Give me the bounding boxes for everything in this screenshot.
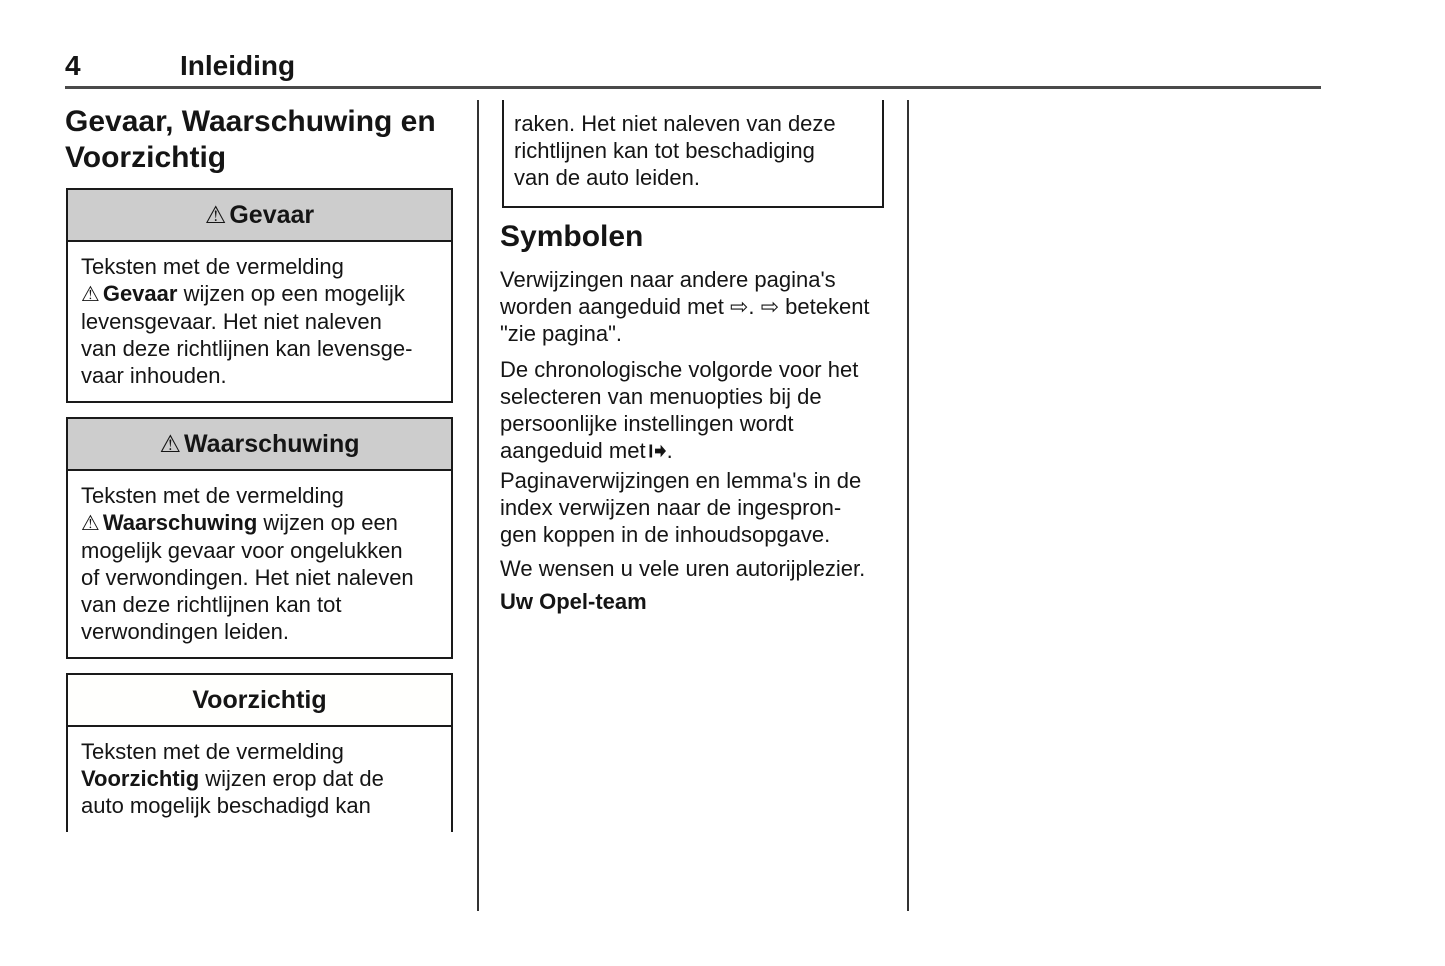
body-line: richtlijnen kan tot beschadiging	[514, 138, 815, 163]
body-line: mogelijk gevaar voor ongelukken	[81, 538, 403, 563]
warning-triangle-icon: ⚠	[159, 430, 181, 458]
waarschuwing-box-body	[68, 471, 451, 657]
body-line: Teksten met de vermelding	[81, 739, 344, 764]
signature-opel-team: Uw Opel-team	[500, 589, 647, 614]
body-line: index verwijzen naar de ingespron-	[500, 495, 842, 520]
section-heading-symbolen: Symbolen	[500, 220, 644, 253]
voorzichtig-box-continuation	[502, 100, 884, 208]
header-rule	[65, 86, 1321, 89]
paragraph-index-references	[500, 467, 861, 548]
body-line: van deze richtlijnen kan levensge-	[81, 336, 413, 361]
paragraph-page-references	[500, 266, 870, 347]
paragraph-wishes: We wensen u vele uren autorijplezier.	[500, 556, 866, 581]
section-heading-line1: Gevaar, Waarschuwing en	[65, 105, 436, 138]
body-line: verwondingen leiden.	[81, 619, 289, 644]
column-divider-1	[477, 100, 479, 911]
gevaar-box-title: Gevaar	[229, 200, 315, 229]
keyword-bold: Gevaar	[102, 281, 178, 306]
warning-triangle-icon: ⚠	[81, 511, 100, 535]
body-line: Verwijzingen naar andere pagina's	[500, 267, 836, 292]
body-line: van deze richtlijnen kan tot	[81, 592, 342, 617]
waarschuwing-box-title: Waarschuwing	[184, 429, 360, 458]
body-text: wijzen op een	[257, 510, 398, 535]
keyword-bold: Voorzichtig	[81, 766, 200, 791]
warning-triangle-icon: ⚠	[81, 282, 100, 306]
voorzichtig-box	[66, 673, 453, 832]
body-line	[500, 437, 858, 466]
keyword-bold: Waarschuwing	[102, 510, 258, 535]
voorzichtig-box-body	[68, 727, 451, 831]
page-number: 4	[65, 50, 81, 81]
warning-triangle-icon: ⚠	[204, 201, 227, 229]
body-line: levensgevaar. Het niet naleven	[81, 309, 382, 334]
body-line: auto mogelijk beschadigd kan	[81, 793, 371, 818]
gevaar-box	[66, 188, 453, 403]
body-text: wijzen erop dat de	[199, 766, 384, 791]
page-title: Inleiding	[180, 50, 296, 81]
body-line: vaar inhouden.	[81, 363, 227, 388]
body-text: aangeduid met	[500, 438, 646, 463]
gevaar-box-header	[68, 190, 451, 242]
body-line: De chronologische volgorde voor het	[500, 357, 859, 382]
body-line: of verwondingen. Het niet naleven	[81, 565, 414, 590]
gevaar-box-body	[68, 242, 451, 401]
body-text: .	[666, 438, 673, 463]
section-heading-gevaar	[65, 104, 436, 176]
menu-select-arrow-icon	[648, 439, 667, 466]
body-text: wijzen op een mogelijk	[177, 281, 405, 306]
paragraph-menu-order	[500, 356, 858, 466]
section-heading-line2: Voorzichtig	[65, 141, 227, 174]
voorzichtig-box-title: Voorzichtig	[192, 685, 327, 714]
body-line: van de auto leiden.	[514, 165, 700, 190]
body-line: worden aangeduid met ⇨. ⇨ betekent	[500, 294, 870, 319]
body-line: "zie pagina".	[500, 321, 623, 346]
column-divider-2	[907, 100, 909, 911]
waarschuwing-box-header	[68, 419, 451, 471]
body-line: Paginaverwijzingen en lemma's in de	[500, 468, 862, 493]
body-line	[81, 765, 438, 792]
body-line: gen koppen in de inhoudsopgave.	[500, 522, 831, 547]
voorzichtig-box-header	[68, 675, 451, 727]
body-line: Teksten met de vermelding	[81, 483, 344, 508]
waarschuwing-box	[66, 417, 453, 659]
body-line	[81, 509, 438, 537]
body-line: Teksten met de vermelding	[81, 254, 344, 279]
body-line: raken. Het niet naleven van deze	[514, 111, 836, 136]
body-line: selecteren van menuopties bij de	[500, 384, 822, 409]
body-line: persoonlijke instellingen wordt	[500, 411, 794, 436]
body-line	[81, 280, 438, 308]
